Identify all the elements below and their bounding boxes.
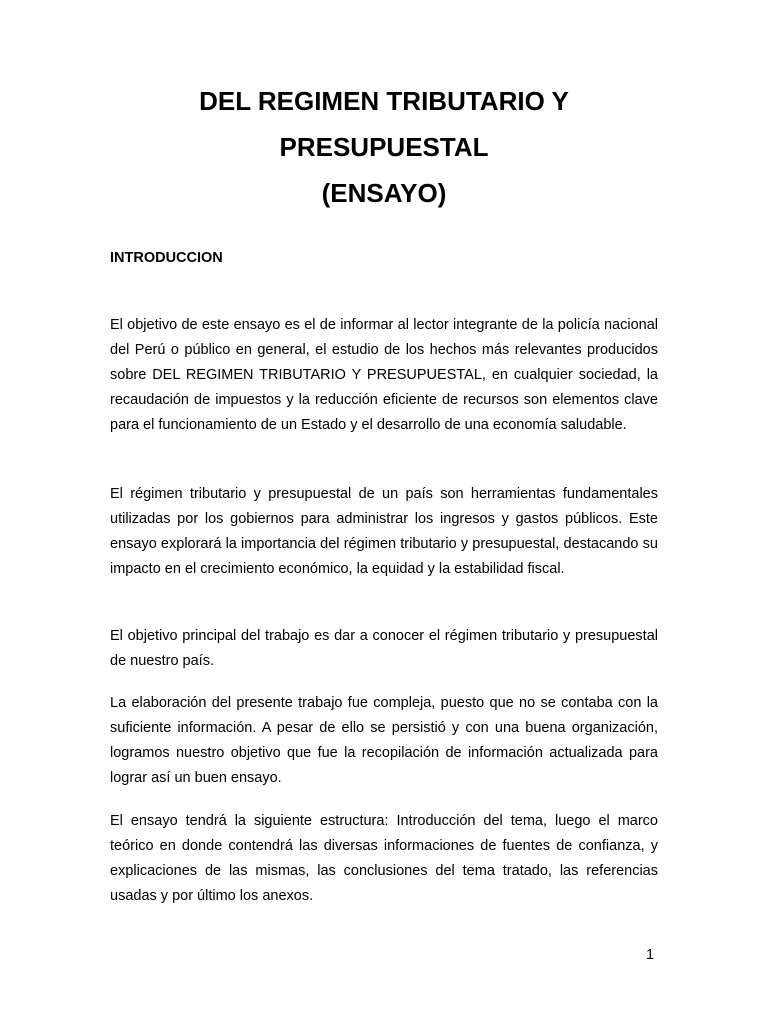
document-title-line-3: (ENSAYO) xyxy=(321,178,447,208)
page-number: 1 xyxy=(646,947,655,963)
document-title-line-2: PRESUPUESTAL xyxy=(279,132,489,162)
document-title-line-1: DEL REGIMEN TRIBUTARIO Y xyxy=(199,86,569,116)
paragraph-5: El ensayo tendrá la siguiente estructura: Introducción del tema, luego el marco teórico en donde contendrá las diversas informaciones de fuentes de confianza, y explicaciones de las mismas, las conclusiones del tema tratado, las referencias usadas y por último los anexos. xyxy=(110,813,658,904)
paragraph-2: El régimen tributario y presupuestal de un país son herramientas fundamentales utilizadas por los gobiernos para administrar los ingresos y gastos públicos. Este ensayo explorará la importancia del régimen tributario y presupuestal, destacando su impacto en el crecimiento económico, la equidad y la estabilidad fiscal. xyxy=(110,486,658,577)
paragraph-1: El objetivo de este ensayo es el de informar al lector integrante de la policía nacional del Perú o público en general, el estudio de los hechos más relevantes producidos sobre DEL REGIMEN TRIBUTARIO Y PRESUPUESTAL, en cualquier sociedad, la recaudación de impuestos y la reducción eficiente de recursos son elementos clave para el funcionamiento de un Estado y el desarrollo de una economía saludable. xyxy=(110,317,658,433)
paragraph-3: El objetivo principal del trabajo es dar a conocer el régimen tributario y presupuestal de nuestro país. xyxy=(110,628,658,669)
section-heading: INTRODUCCION xyxy=(110,250,223,266)
paragraph-4: La elaboración del presente trabajo fue compleja, puesto que no se contaba con la suficiente información. A pesar de ello se persistió y con una buena organización, logramos nuestro objetivo que fue la recopilación de información actualizada para lograr así un buen ensayo. xyxy=(110,695,658,786)
